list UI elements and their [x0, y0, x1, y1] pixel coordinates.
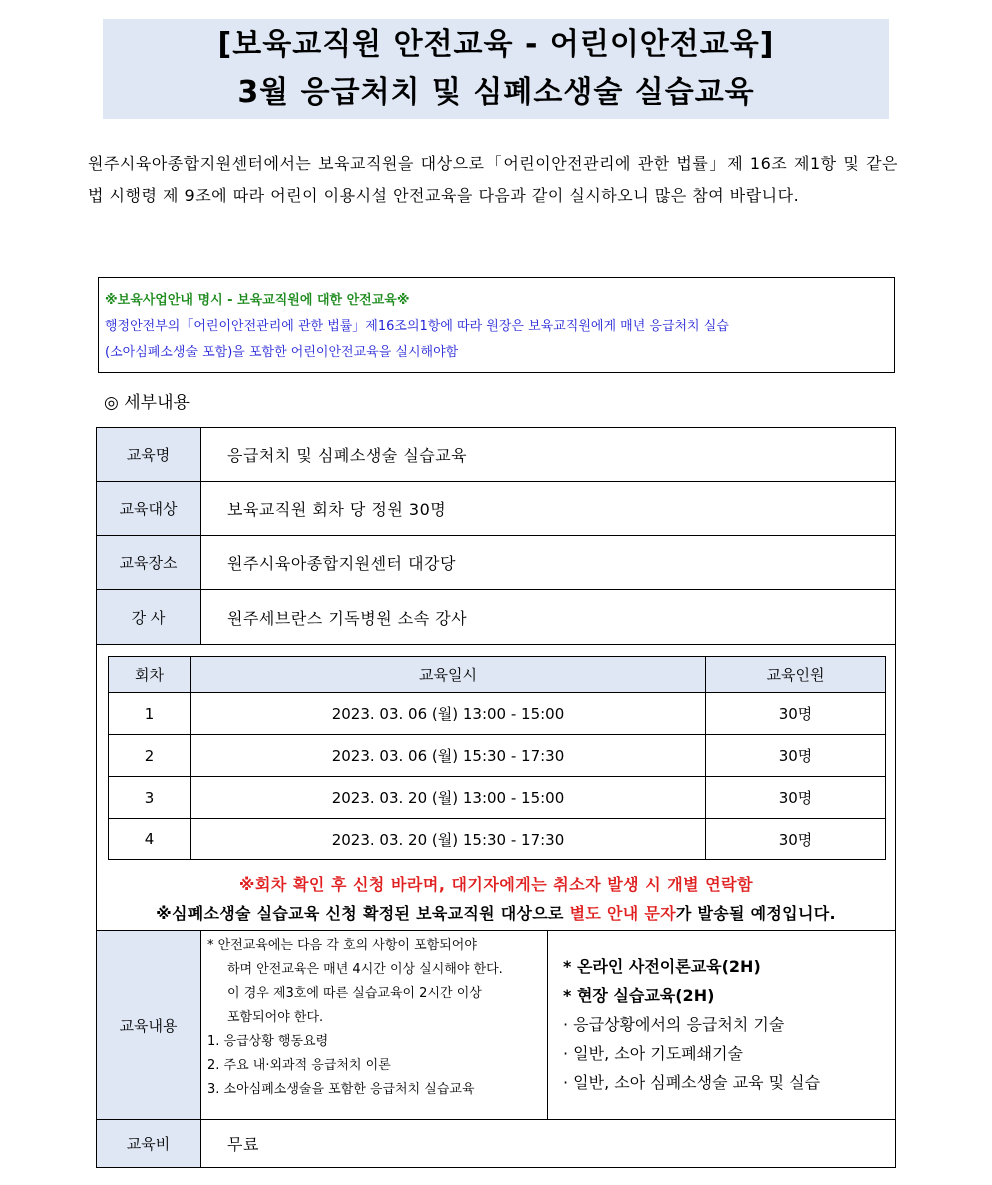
- row-divider: [97, 930, 895, 931]
- schedule-row-no: 4: [144, 830, 155, 848]
- schedule-col-divider: [190, 657, 191, 859]
- warning-line-2-a: ※심폐소생술 실습교육 신청 확정된 보육교직원 대상으로: [156, 904, 570, 923]
- content-right: [563, 952, 888, 1097]
- value-lecturer: 원주세브란스 기독병원 소속 강사: [227, 608, 468, 628]
- schedule-row-capacity: 30명: [778, 830, 813, 849]
- content-left-line: * 안전교육에는 다음 각 호의 사항이 포함되어야: [207, 938, 477, 953]
- column-divider: [200, 930, 201, 1167]
- section-label: ◎ 세부내용: [104, 393, 190, 413]
- value-place: 원주시육아종합지원센터 대강당: [227, 554, 456, 573]
- label-target: 교육대상: [97, 482, 200, 535]
- content-left-line: 포함되어야 한다.: [227, 1010, 324, 1025]
- schedule-row-divider: [109, 692, 885, 693]
- notice-box: [98, 277, 895, 373]
- schedule-row-divider: [109, 734, 885, 735]
- schedule-table: [108, 656, 886, 860]
- content-left-line: 3. 소아심폐소생술을 포함한 응급처치 실습교육: [207, 1082, 475, 1097]
- schedule-row-divider: [109, 818, 885, 819]
- content-left-line: 1. 응급상황 행동요령: [207, 1034, 329, 1049]
- schedule-row-datetime: 2023. 03. 20 (월) 13:00 - 15:00: [331, 789, 565, 807]
- title-line-2: 3월 응급처치 및 심폐소생술 실습교육: [237, 75, 755, 110]
- row-divider: [97, 1119, 895, 1120]
- warning-line-2-red: 별도 안내 문자: [569, 904, 676, 923]
- content-right-line: * 현장 실습교육(2H): [563, 986, 715, 1005]
- content-right-line: * 온라인 사전이론교육(2H): [563, 957, 761, 976]
- schedule-row-capacity: 30명: [778, 789, 813, 807]
- schedule-header-datetime: 교육일시: [191, 657, 705, 692]
- column-divider: [200, 428, 201, 644]
- value-course-name: 응급처치 및 심폐소생술 실습교육: [227, 446, 468, 465]
- notice-heading: ※보육사업안내 명시 - 보육교직원에 대한 안전교육※: [105, 293, 410, 308]
- content-left-line: 하며 안전교육은 매년 4시간 이상 실시해야 한다.: [227, 962, 503, 977]
- content-right-line: · 일반, 소아 심폐소생술 교육 및 실습: [563, 1073, 821, 1092]
- notice-line-2: (소아심폐소생술 포함)을 포함한 어린이안전교육을 실시해야함: [105, 345, 459, 360]
- label-content: 교육내용: [97, 931, 200, 1119]
- label-course-name: 교육명: [97, 428, 200, 481]
- warning-line-2-b: 가 발송될 예정입니다.: [675, 904, 836, 923]
- schedule-row-capacity: 30명: [778, 705, 813, 723]
- label-place: 교육장소: [97, 536, 200, 589]
- label-lecturer: 강 사: [97, 590, 200, 644]
- column-divider: [547, 930, 548, 1119]
- schedule-row-capacity: 30명: [778, 747, 813, 765]
- schedule-row-no: 2: [144, 746, 155, 765]
- schedule-row-datetime: 2023. 03. 20 (월) 15:30 - 17:30: [331, 830, 565, 849]
- schedule-col-divider: [705, 657, 706, 859]
- details-table: [96, 427, 896, 1168]
- schedule-header-no: 회차: [109, 657, 190, 692]
- content-left-line: 2. 주요 내·외과적 응급처치 이론: [207, 1058, 391, 1073]
- notice-line-1: 행정안전부의「어린이안전관리에 관한 법률」제16조의1항에 따라 원장은 보육교직원에게 매년 응급처치 실습: [105, 319, 729, 334]
- row-divider: [97, 589, 895, 590]
- warning-line-2: [97, 901, 895, 924]
- content-right-line: · 응급상황에서의 응급처치 기술: [563, 1015, 785, 1034]
- content-left: [207, 934, 547, 1102]
- schedule-row-no: 1: [144, 704, 155, 723]
- value-fee: 무료: [227, 1135, 259, 1154]
- title-banner: [103, 19, 889, 119]
- label-fee: 교육비: [97, 1120, 200, 1167]
- schedule-row-divider: [109, 776, 885, 777]
- content-right-line: · 일반, 소아 기도폐쇄기술: [563, 1044, 743, 1063]
- schedule-row-datetime: 2023. 03. 06 (월) 13:00 - 15:00: [331, 705, 565, 723]
- value-target: 보육교직원 회차 당 정원 30명: [227, 500, 447, 519]
- schedule-row-datetime: 2023. 03. 06 (월) 15:30 - 17:30: [331, 747, 565, 765]
- row-divider: [97, 535, 895, 536]
- intro-paragraph: 원주시육아종합지원센터에서는 보육교직원을 대상으로「어린이안전관리에 관한 법률」제 16조 제1항 및 같은 법 시행령 제 9조에 따라 어린이 이용시설 안전교육을 다음과 같이 실시하오니 많은 참여 바랍니다.: [88, 154, 898, 205]
- row-divider: [97, 644, 895, 645]
- content-left-line: 이 경우 제3호에 따른 실습교육이 2시간 이상: [227, 986, 482, 1001]
- title-line-1: [보육교직원 안전교육 - 어린이안전교육]: [217, 27, 775, 62]
- schedule-row-no: 3: [144, 788, 155, 807]
- row-divider: [97, 481, 895, 482]
- schedule-header-capacity: 교육인원: [706, 657, 885, 692]
- warning-line-1: ※회차 확인 후 신청 바라며, 대기자에게는 취소자 발생 시 개별 연락함: [238, 875, 754, 894]
